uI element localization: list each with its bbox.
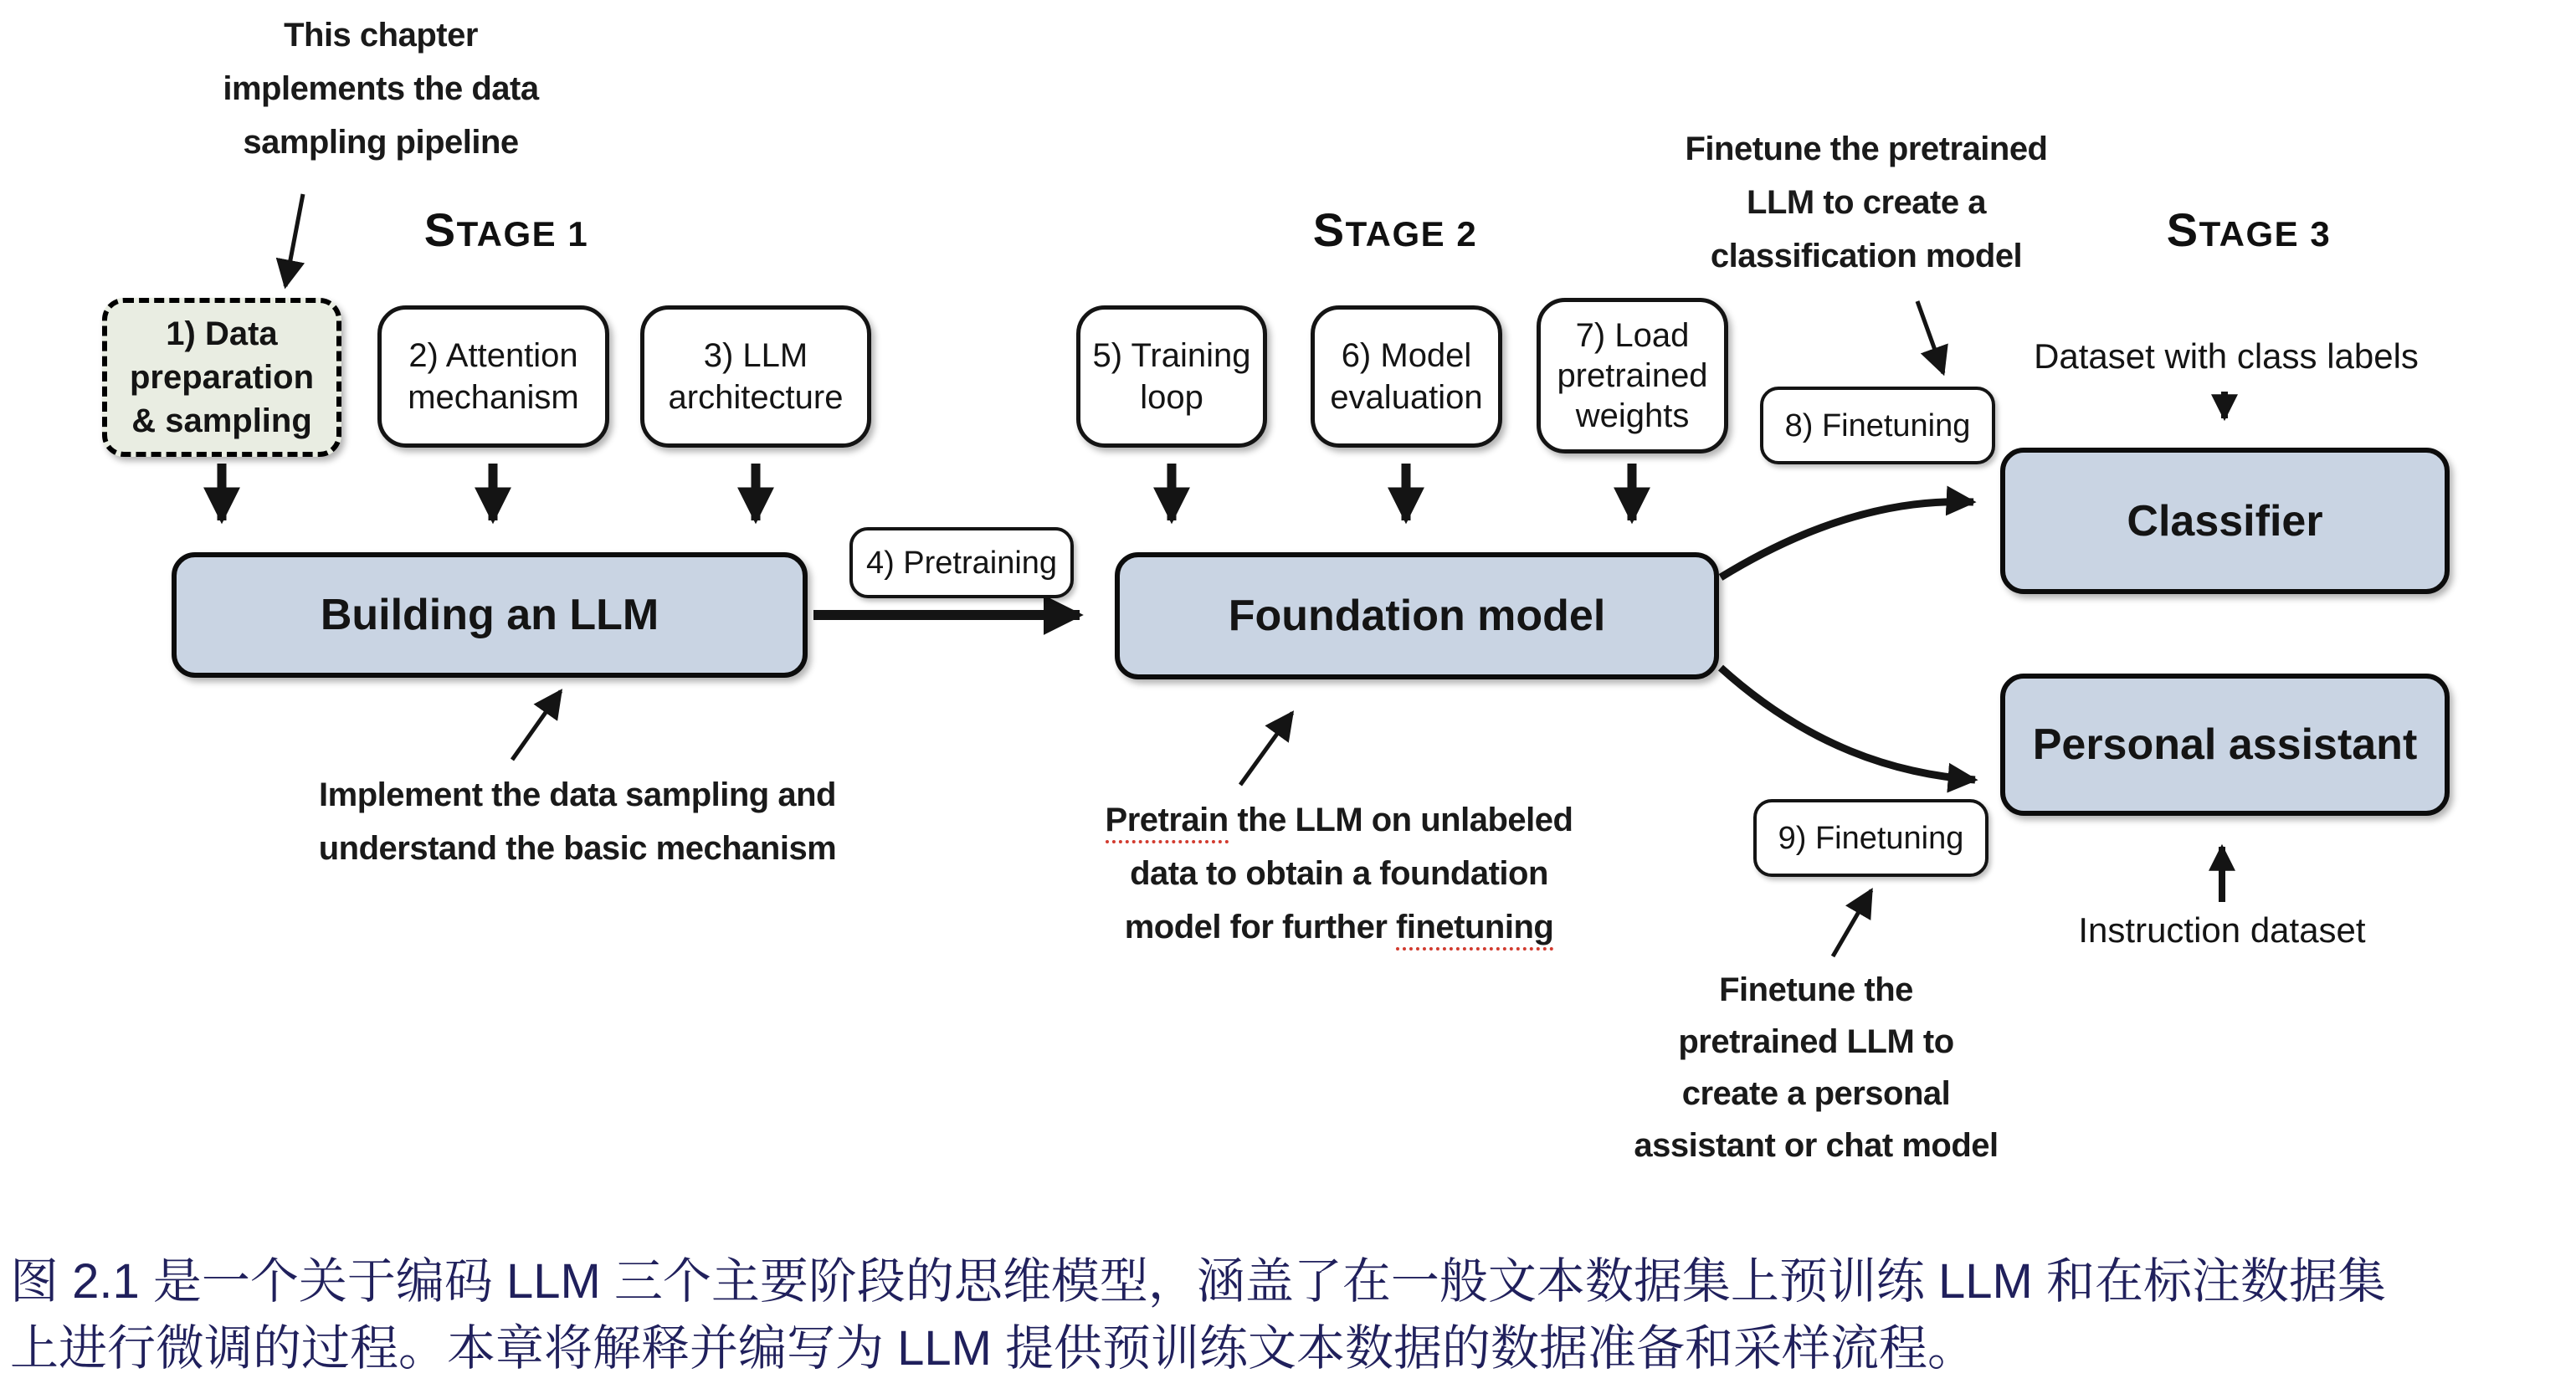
annotation-line: classification model (1710, 238, 2023, 274)
box-load-pretrained-weights (1537, 298, 1728, 454)
box-label-line: loop (1140, 379, 1203, 416)
box-label: Foundation model (1228, 592, 1606, 640)
annotation-line: data to obtain a foundation (1130, 855, 1548, 892)
annotation-line: create a personal (1681, 1075, 1951, 1112)
annotation-line: This chapter (284, 17, 478, 54)
box-label: 4) Pretraining (865, 545, 1058, 581)
annotation-text: the LLM on unlabeled (1228, 802, 1573, 838)
arrow-this-chapter-to-data-prep (285, 194, 303, 286)
annotation-line: Finetune the (1719, 971, 1913, 1008)
box-personal-assistant (2000, 674, 2450, 816)
annotation-line: Implement the data sampling and (319, 776, 836, 813)
box-foundation-model (1115, 552, 1719, 679)
box-label-line: architecture (668, 379, 844, 416)
box-data-preparation-sampling (102, 298, 341, 457)
box-classifier (2000, 448, 2450, 594)
caption-line: 上进行微调的过程。本章将解释并编写为 LLM 提供预训练文本数据的数据准备和采样流程。 (10, 1321, 1977, 1376)
box-label-line: 1) Data (166, 315, 278, 352)
box-building-an-llm (172, 552, 808, 678)
box-label: 9) Finetuning (1778, 820, 1964, 856)
stage-2-heading: STAGE 2 (1312, 203, 1478, 256)
annotation-finetune-personal (1582, 964, 2050, 1171)
arrow-personal-note-to-finetuning-9 (1833, 890, 1871, 956)
stage-3-heading: STAGE 3 (2166, 203, 2332, 256)
box-label-line: 6) Model (1341, 337, 1472, 374)
dataset-class-labels-label: Dataset with class labels (2034, 336, 2419, 376)
annotation-pretrain-llm (1021, 793, 1657, 954)
annotation-line: assistant or chat model (1634, 1127, 1999, 1164)
annotation-line: Finetune the pretrained (1685, 131, 2048, 167)
box-label-line: 2) Attention (408, 337, 578, 374)
arrow-classification-note-to-finetuning-8 (1917, 301, 1943, 373)
box-label-line: 3) LLM (703, 337, 808, 374)
annotation-line: pretrained LLM to (1678, 1023, 1954, 1060)
caption-line: 图 2.1 是一个关于编码 LLM 三个主要阶段的思维模型，涵盖了在一般文本数据集上预训练 LLM 和在标注数据集 (10, 1254, 2386, 1309)
box-label-line: evaluation (1330, 379, 1483, 416)
box-label-line: weights (1575, 397, 1690, 434)
annotation-finetune-classification (1632, 122, 2101, 283)
stage-1-heading: STAGE 1 (423, 203, 589, 256)
box-pretraining (849, 527, 1074, 598)
annotation-line: understand the basic mechanism (318, 830, 837, 867)
annotation-text: model for further (1124, 909, 1397, 945)
figure-caption (10, 1248, 2571, 1382)
box-label-line: mechanism (408, 379, 579, 416)
box-llm-architecture (640, 305, 871, 448)
box-label-line: pretrained (1557, 357, 1708, 394)
annotation-line: sampling pipeline (243, 124, 519, 161)
arrow-foundation-to-classifier (1721, 502, 1973, 577)
spellcheck-word: finetuning (1396, 909, 1553, 951)
annotation-implement-data (259, 768, 895, 875)
spellcheck-word: Pretrain (1106, 802, 1229, 843)
instruction-dataset-label: Instruction dataset (2078, 910, 2366, 950)
arrow-foundation-to-personal-assistant (1721, 668, 1975, 780)
box-attention-mechanism (377, 305, 609, 448)
box-model-evaluation (1311, 305, 1502, 448)
box-training-loop (1076, 305, 1267, 448)
box-label: Personal assistant (2032, 720, 2418, 769)
box-label: Building an LLM (320, 591, 659, 639)
box-label-line: 5) Training (1092, 337, 1251, 374)
arrow-implement-note-to-building-llm (512, 691, 561, 760)
annotation-this-chapter (180, 8, 582, 169)
annotation-line (1021, 900, 1657, 954)
arrow-pretrain-note-to-foundation-model (1240, 713, 1292, 785)
annotation-line: implements the data (223, 70, 539, 107)
annotation-line: LLM to create a (1747, 184, 1986, 221)
annotation-line (1021, 793, 1657, 847)
box-finetuning-8 (1760, 387, 1995, 464)
box-label: Classifier (2127, 496, 2323, 546)
box-finetuning-9 (1753, 799, 1988, 877)
box-label: 8) Finetuning (1784, 407, 1971, 443)
box-label-line: preparation (129, 359, 315, 396)
box-label-line: 7) Load (1575, 317, 1690, 354)
box-label-line: & sampling (131, 402, 312, 439)
